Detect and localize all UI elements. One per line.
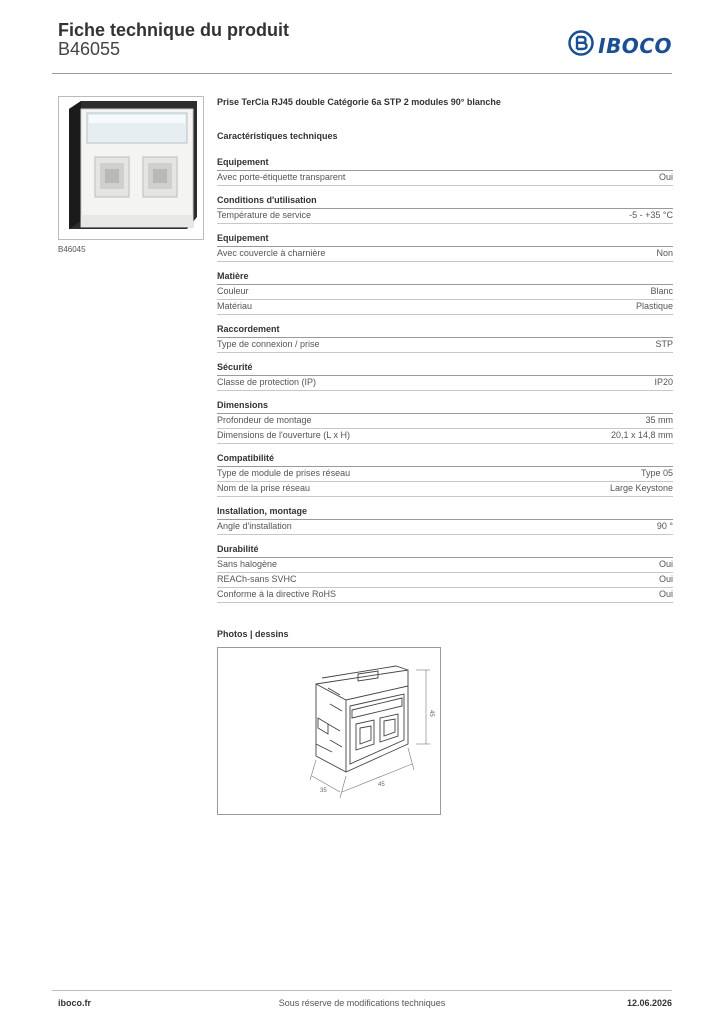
- spec-group-title: Durabilité: [217, 544, 673, 558]
- spec-row: [217, 414, 673, 429]
- spec-group-title: Raccordement: [217, 324, 673, 338]
- iboco-emblem-icon: [568, 30, 594, 61]
- spec-group: [217, 506, 673, 535]
- spec-label: Classe de protection (IP): [217, 377, 317, 387]
- spec-label: Avec couvercle à charnière: [217, 248, 326, 258]
- specs-table: [217, 157, 673, 612]
- dim-depth-label: 35: [320, 788, 327, 794]
- spec-value: 20,1 x 14,8 mm: [610, 430, 673, 440]
- spec-row: [217, 573, 673, 588]
- spec-row: [217, 171, 673, 186]
- spec-group-title: Matière: [217, 271, 673, 285]
- spec-group: [217, 362, 673, 391]
- spec-label: Température de service: [217, 210, 312, 220]
- photo-caption: B46045: [58, 245, 86, 254]
- document-title: Fiche technique du produit: [58, 20, 289, 40]
- spec-value: 35 mm: [645, 415, 673, 425]
- spec-group-title: Equipement: [217, 157, 673, 171]
- spec-row: [217, 520, 673, 535]
- spec-label: Angle d'installation: [217, 521, 292, 531]
- spec-group: [217, 453, 673, 497]
- spec-row: [217, 588, 673, 603]
- spec-group: [217, 195, 673, 224]
- spec-group: [217, 544, 673, 603]
- spec-label: Profondeur de montage: [217, 415, 312, 425]
- spec-group-title: Sécurité: [217, 362, 673, 376]
- spec-group-title: Dimensions: [217, 400, 673, 414]
- product-name: Prise TerCia RJ45 double Catégorie 6a STP 2 modules 90° blanche: [217, 97, 501, 107]
- spec-label: Couleur: [217, 286, 249, 296]
- spec-label: Nom de la prise réseau: [217, 483, 311, 493]
- spec-row: [217, 429, 673, 444]
- photos-heading: Photos | dessins: [217, 629, 289, 639]
- spec-value: Blanc: [650, 286, 673, 296]
- product-code: B46055: [58, 39, 121, 59]
- spec-label: Type de connexion / prise: [217, 339, 320, 349]
- spec-group-title: Equipement: [217, 233, 673, 247]
- spec-row: [217, 285, 673, 300]
- technical-drawing: [217, 647, 441, 815]
- spec-group: [217, 400, 673, 444]
- dim-height-label: 45: [428, 710, 434, 717]
- footer-divider: [52, 990, 672, 991]
- spec-row: [217, 300, 673, 315]
- spec-row: [217, 482, 673, 497]
- spec-row: [217, 209, 673, 224]
- spec-label: Matériau: [217, 301, 253, 311]
- footer-note: Sous réserve de modifications techniques: [278, 998, 446, 1008]
- spec-group: [217, 324, 673, 353]
- spec-label: Type de module de prises réseau: [217, 468, 351, 478]
- spec-group: [217, 157, 673, 186]
- spec-value: STP: [655, 339, 673, 349]
- spec-value: Oui: [658, 172, 673, 182]
- spec-label: Dimensions de l'ouverture (L x H): [217, 430, 350, 440]
- brand-logo: [568, 30, 672, 61]
- spec-label: Avec porte-étiquette transparent: [217, 172, 346, 182]
- spec-row: [217, 338, 673, 353]
- spec-group: [217, 233, 673, 262]
- product-photo: [58, 96, 204, 240]
- spec-value: Large Keystone: [609, 483, 673, 493]
- spec-group-title: Conditions d'utilisation: [217, 195, 673, 209]
- spec-group: [217, 271, 673, 315]
- footer-website: iboco.fr: [58, 998, 91, 1008]
- spec-value: Non: [656, 248, 673, 258]
- spec-group-title: Compatibilité: [217, 453, 673, 467]
- spec-value: -5 - +35 °C: [629, 210, 673, 220]
- spec-row: [217, 467, 673, 482]
- page-header: [58, 20, 672, 66]
- spec-value: Oui: [658, 589, 673, 599]
- specs-heading: Caractéristiques techniques: [217, 131, 338, 141]
- footer-date: 12.06.2026: [626, 998, 672, 1008]
- spec-row: [217, 558, 673, 573]
- spec-value: Oui: [658, 559, 673, 569]
- dim-width-label: 45: [378, 782, 385, 788]
- spec-group-title: Installation, montage: [217, 506, 673, 520]
- spec-label: REACh-sans SVHC: [217, 574, 297, 584]
- spec-label: Conforme à la directive RoHS: [217, 589, 337, 599]
- header-divider: [52, 73, 672, 74]
- spec-value: Plastique: [635, 301, 673, 311]
- spec-value: Type 05: [640, 468, 673, 478]
- spec-label: Sans halogène: [217, 559, 278, 569]
- brand-wordmark: IBOCO: [598, 33, 672, 58]
- spec-value: IP20: [654, 377, 673, 387]
- spec-value: Oui: [658, 574, 673, 584]
- spec-row: [217, 247, 673, 262]
- spec-row: [217, 376, 673, 391]
- spec-value: 90 °: [656, 521, 673, 531]
